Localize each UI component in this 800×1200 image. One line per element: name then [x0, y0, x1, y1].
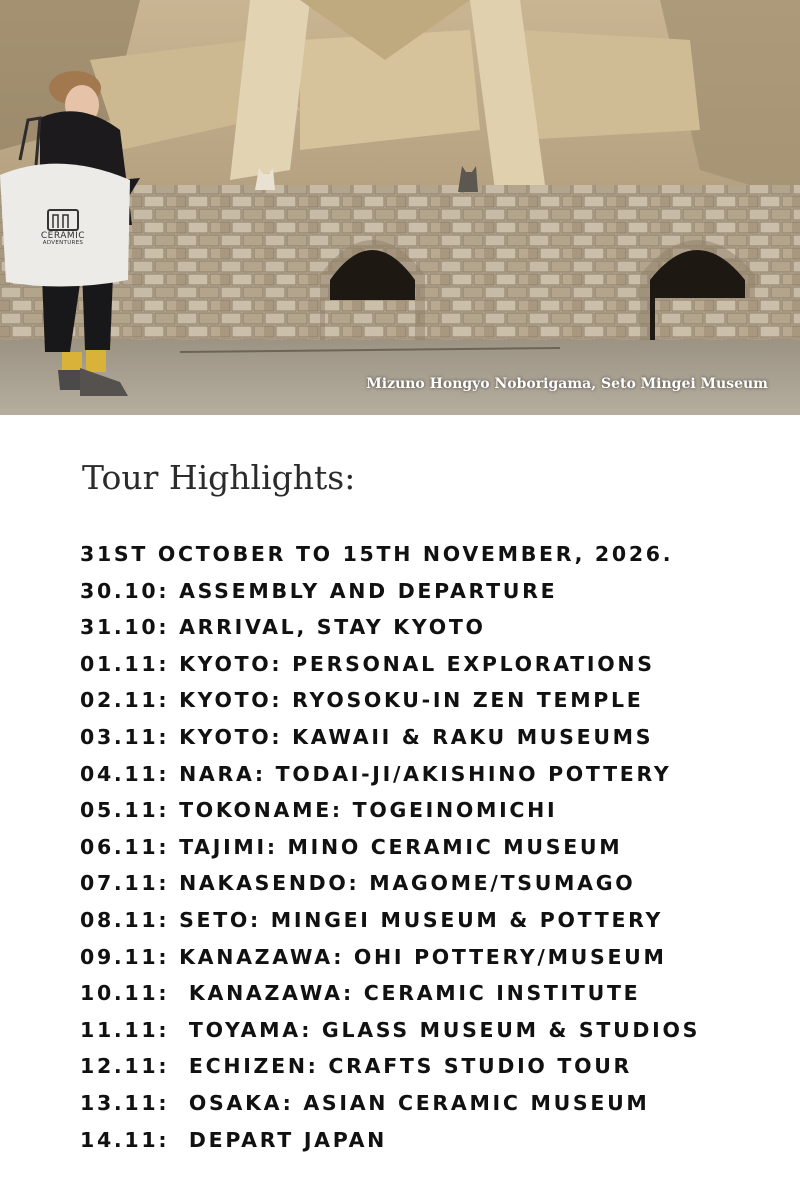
itinerary-item: 08.11: SETO: MINGEI MUSEUM & POTTERY — [80, 907, 664, 932]
itinerary-item: 04.11: NARA: TODAI-JI/AKISHINO POTTERY — [80, 761, 672, 786]
tote-bag — [0, 164, 130, 287]
tote-bag-text — [30, 232, 96, 247]
itinerary-list — [80, 536, 700, 1158]
itinerary-dates: 31ST OCTOBER TO 15TH NOVEMBER, 2026. — [80, 542, 674, 566]
tour-highlights-heading: Tour Highlights: — [82, 458, 356, 497]
itinerary-item: 12.11: ECHIZEN: CRAFTS STUDIO TOUR — [80, 1054, 633, 1079]
itinerary-item: 10.11: KANAZAWA: CERAMIC INSTITUTE — [80, 981, 641, 1006]
itinerary-item: 14.11: DEPART JAPAN — [80, 1127, 387, 1152]
kiln-photo — [0, 0, 800, 415]
itinerary-item: 13.11: OSAKA: ASIAN CERAMIC MUSEUM — [80, 1090, 650, 1115]
itinerary-item: 09.11: KANAZAWA: OHI POTTERY/MUSEUM — [80, 944, 667, 969]
itinerary-item: 06.11: TAJIMI: MINO CERAMIC MUSEUM — [80, 834, 623, 859]
itinerary-item: 02.11: KYOTO: RYOSOKU-IN ZEN TEMPLE — [80, 688, 644, 713]
itinerary-item: 11.11: TOYAMA: GLASS MUSEUM & STUDIOS — [80, 1017, 701, 1042]
itinerary-item: 31.10: ARRIVAL, STAY KYOTO — [80, 615, 486, 640]
itinerary-item: 03.11: KYOTO: KAWAII & RAKU MUSEUMS — [80, 724, 654, 749]
itinerary-item: 05.11: TOKONAME: TOGEINOMICHI — [80, 798, 558, 823]
bag-text-line1: CERAMIC — [40, 231, 86, 241]
kiln-illustration — [0, 0, 800, 415]
photo-caption: Mizuno Hongyo Noborigama, Seto Mingei Museum — [366, 376, 768, 392]
itinerary-item: 30.10: ASSEMBLY AND DEPARTURE — [80, 578, 558, 603]
bag-text-line2: ADVENTURES — [42, 240, 84, 247]
itinerary-item: 07.11: NAKASENDO: MAGOME/TSUMAGO — [80, 871, 636, 896]
itinerary-item: 01.11: KYOTO: PERSONAL EXPLORATIONS — [80, 651, 655, 676]
